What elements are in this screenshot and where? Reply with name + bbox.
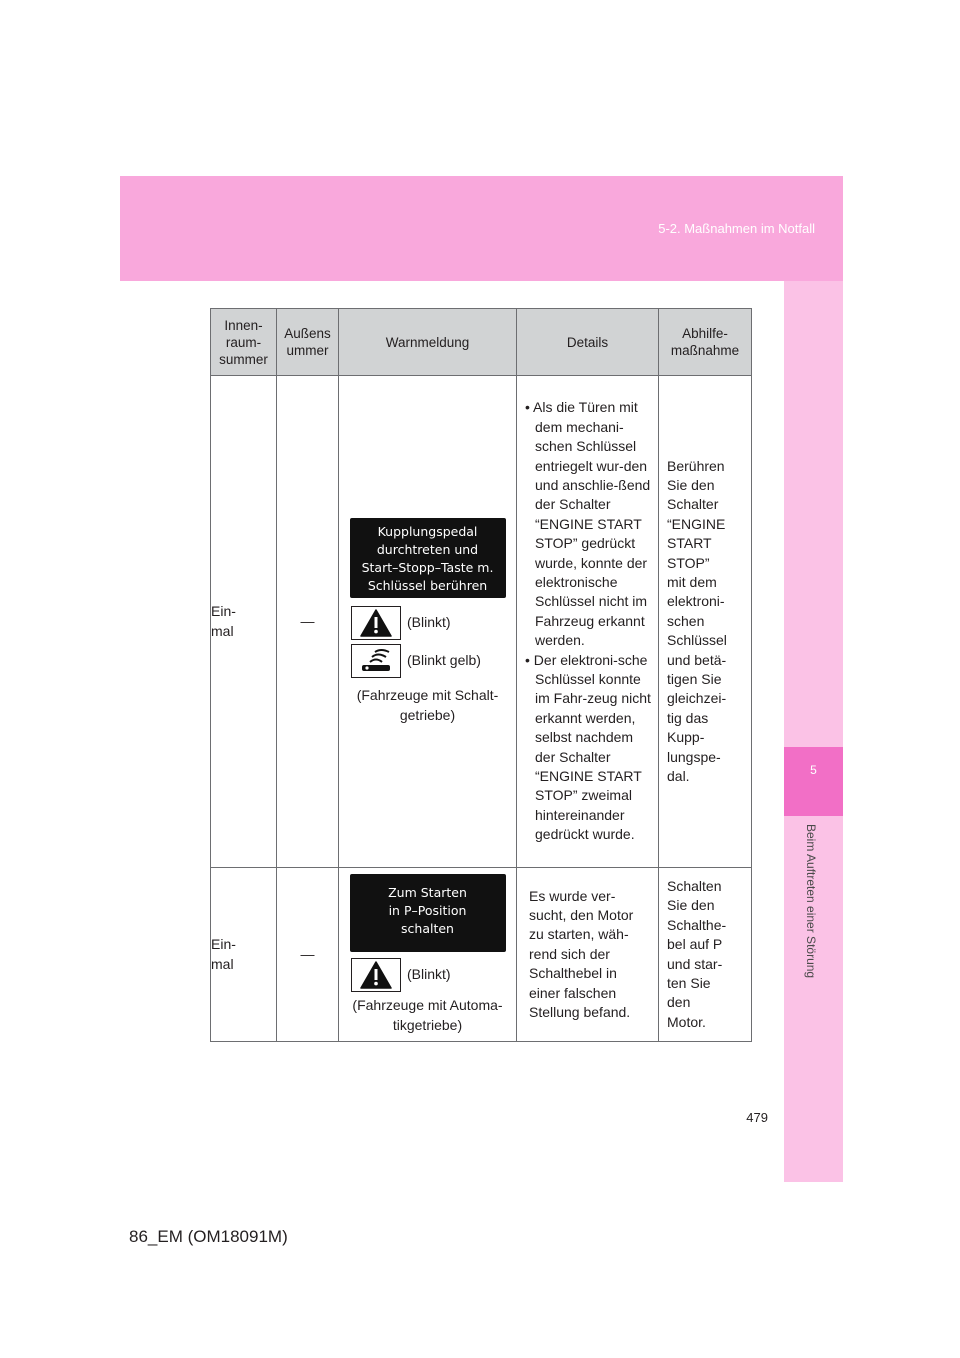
display-line: Start–Stopp–Taste m. — [361, 560, 494, 576]
warning-message-table — [210, 308, 752, 1042]
vehicle-note: (Fahrzeuge mit Automa- tikgetriebe) — [352, 997, 503, 1033]
model-code: 86_EM (OM18091M) — [129, 1227, 288, 1246]
remedy-text: Berühren Sie den Schalter “ENGINE START STOP” mit dem elektroni- schen Schlüssel und betä- tigen Sie gleichzei- tig das Kupp- lungspe- dal. — [667, 457, 727, 785]
header-inner-buzzer — [211, 309, 277, 376]
header-warning-message — [339, 309, 517, 376]
remedy-cell — [659, 868, 752, 1042]
header-inner-buzzer-label: Innen- raum- summer — [219, 317, 268, 367]
page-number: 479 — [746, 1110, 768, 1125]
details-cell — [517, 868, 659, 1042]
header-details-label: Details — [566, 334, 609, 350]
indicator-row — [339, 606, 516, 640]
warning-triangle-icon — [351, 606, 401, 640]
inner-buzzer-value: Ein- mal — [211, 936, 236, 972]
indicator-label: (Blinkt) — [407, 614, 451, 631]
display-line: Zum Starten — [388, 885, 467, 901]
details-text: Es wurde ver- sucht, den Motor zu starten, wäh- rend sich der Schalthebel in einer falschen Stellung befand. — [529, 887, 634, 1021]
outer-buzzer-value: — — [300, 612, 315, 629]
display-line: Schlüssel berühren — [367, 578, 488, 594]
side-tab-chapter-box — [784, 747, 843, 816]
outer-buzzer-value: — — [300, 945, 315, 962]
header-warning-message-label: Warnmeldung — [385, 334, 470, 350]
warning-message-cell — [339, 868, 517, 1042]
details-item: • Der elektroni-sche Schlüssel konnte im Fahr-zeug nicht erkannt werden, selbst nachdem der Schalter “ENGINE START STOP” zweimal hintereinander gedrückt wurde. — [525, 651, 651, 843]
display-line: Kupplungspedal — [377, 524, 478, 540]
warning-display — [350, 518, 506, 598]
inner-buzzer-cell — [211, 376, 277, 868]
indicator-row — [339, 958, 516, 992]
table-header-row — [211, 309, 752, 376]
outer-buzzer-cell — [277, 376, 339, 868]
side-tab-chapter-label: Beim Auftreten einer Störung — [804, 824, 818, 979]
header-remedy-label: Abhilfe- maßnahme — [670, 326, 740, 358]
details-item: • Als die Türen mit dem mechani-schen Schlüssel entriegelt wur-den und anschlie-ßend der Schalter “ENGINE START STOP” gedrückt wurde, konnte der elektronische Schlüssel nicht im Fahrzeug erkannt werden. — [525, 399, 651, 649]
display-line: schalten — [401, 921, 454, 937]
indicator-label: (Blinkt) — [407, 966, 451, 983]
header-details — [517, 309, 659, 376]
header-outer-buzzer — [277, 309, 339, 376]
outer-buzzer-cell — [277, 868, 339, 1042]
key-signal-icon — [351, 644, 401, 678]
remedy-cell — [659, 376, 752, 868]
warning-message-cell — [339, 376, 517, 868]
section-title: 5-2. Maßnahmen im Notfall — [658, 221, 815, 236]
remedy-text: Schalten Sie den Schalthe- bel auf P und star- ten Sie den Motor. — [667, 877, 727, 1030]
indicator-label: (Blinkt gelb) — [407, 652, 481, 669]
header-outer-buzzer-label: Außens ummer — [284, 326, 331, 358]
display-line: in P–Position — [388, 903, 467, 919]
header-band — [120, 176, 843, 281]
warning-triangle-icon — [351, 958, 401, 992]
display-line: durchtreten und — [376, 542, 479, 558]
indicator-row — [339, 644, 516, 678]
details-cell — [517, 376, 659, 868]
inner-buzzer-value: Ein- mal — [211, 603, 236, 639]
table-row — [211, 376, 752, 868]
vehicle-note: (Fahrzeuge mit Schalt- getriebe) — [356, 687, 499, 723]
header-remedy — [659, 309, 752, 376]
table-row — [211, 868, 752, 1042]
details-list — [517, 398, 658, 844]
side-tab-chapter-number: 5 — [810, 763, 817, 777]
inner-buzzer-cell — [211, 868, 277, 1042]
warning-display — [350, 874, 506, 952]
